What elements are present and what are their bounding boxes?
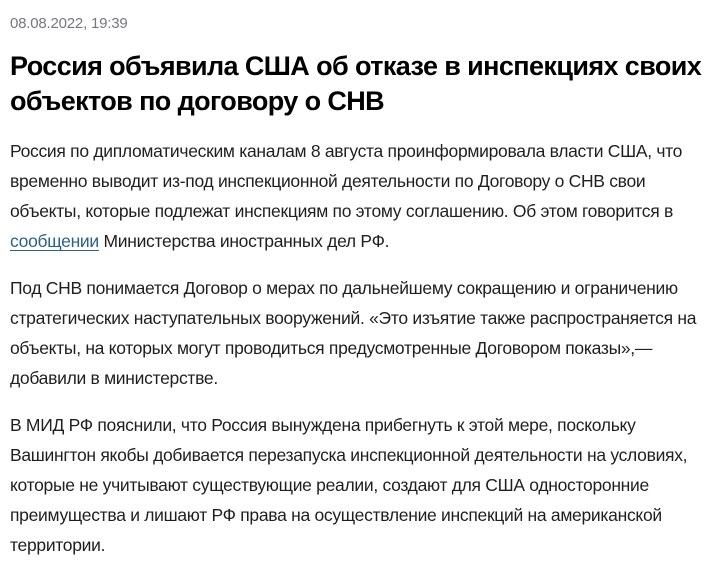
article-paragraph-1 [10,136,713,256]
paragraph-1-text-before-link: Россия по дипломатическим каналам 8 августа проинформировала власти США, что временно выводит из-под инспекционной деятельности по Договору о СНВ свои объекты, которые подлежат инспекциям по этому соглашению. Об этом говорится в [10,141,683,221]
article-paragraph-3: В МИД РФ пояснили, что Россия вынуждена прибегнуть к этой мере, поскольку Вашингтон якобы добивается перезапуска инспекционной деятельности на условиях, которые не учитывают существующие реалии, создают для США односторонние преимущества и лишают РФ права на осуществление инспекций на американской территории. [10,415,688,555]
article-timestamp: 08.08.2022, 19:39 [10,15,128,32]
article-paragraph-2: Под СНВ понимается Договор о мерах по дальнейшему сокращению и ограничению стратегических наступательных вооружений. «Это изъятие также распространяется на объекты, на которых могут проводиться предусмотренные Договором показы»,— добавили в министерстве. [10,278,697,388]
source-link[interactable]: сообщении [10,231,99,251]
article-headline: Россия объявила США об отказе в инспекциях своих объектов по договору о СНВ [10,51,702,116]
paragraph-1-text-after-link: Министерства иностранных дел РФ. [98,231,390,251]
